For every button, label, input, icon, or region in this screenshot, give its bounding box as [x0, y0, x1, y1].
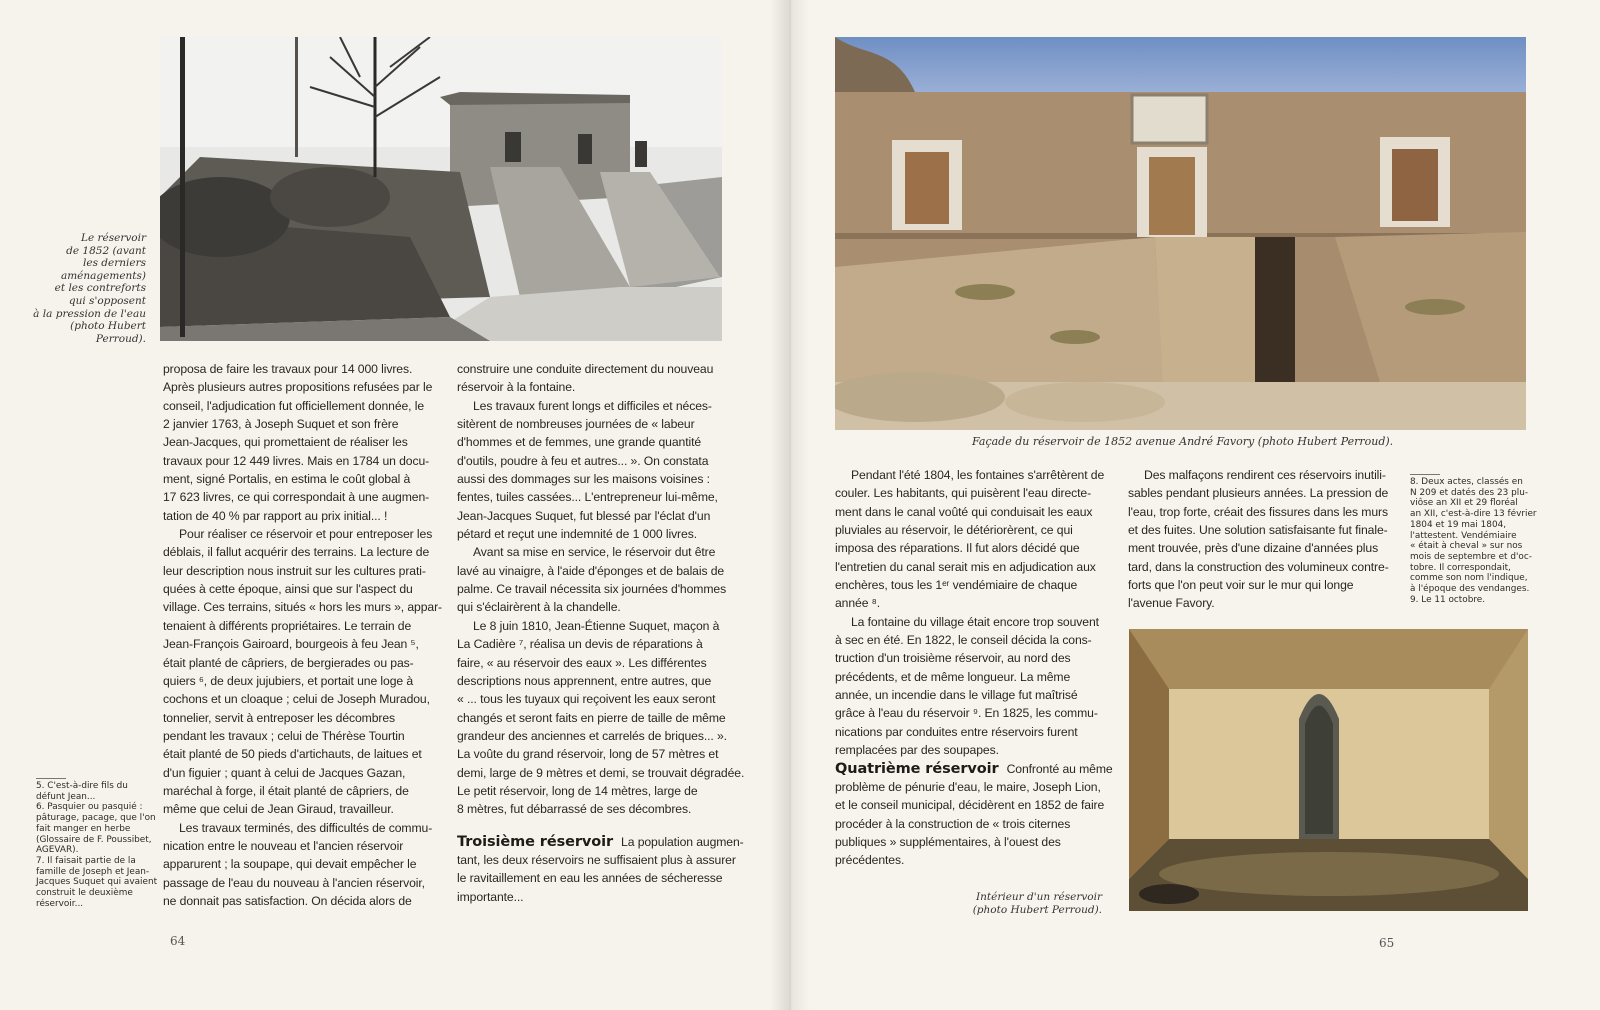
left-col2-line: « ... tous les tuyaux qui reçoivent les eaux seront [457, 692, 716, 707]
right-col1-line: publiques » supplémentaires, à l'ouest des [835, 834, 1061, 849]
left-text-column-2 [457, 360, 745, 906]
left-col2-line: fentes, tuiles cassées... L'entrepreneur lui-même, [457, 490, 718, 505]
footnote-line: mois de septembre et d'oc- [1410, 551, 1532, 562]
right-col1-line: année, un incendie dans le village fut maîtrisé [835, 688, 1078, 703]
footnotes-left [36, 778, 158, 909]
facade-photo-caption: Façade du réservoir de 1852 avenue André Favory (photo Hubert Perroud). [972, 435, 1394, 448]
left-col2-line [457, 833, 744, 851]
reservoir-facade-photo [835, 37, 1526, 430]
section-heading-text: Confronté au même [1006, 761, 1113, 776]
footnote-line: 9. Le 11 octobre. [1410, 594, 1486, 605]
left-col2-line: tant, les deux réservoirs ne suffisaient plus à assurer [457, 852, 736, 867]
right-col2-line: tard, dans la construction des volumineux contre- [1128, 559, 1389, 574]
left-col2-line: changés et seront faits en pierre de taille de même [457, 710, 726, 725]
left-col2-line: qui s'éclairèrent à la chandelle. [457, 600, 621, 615]
right-col1-line: imposa des réparations. Il fut alors décidé que [835, 541, 1080, 556]
left-col2-line: sitèrent de nombreuses journées de « labeur [457, 417, 695, 432]
section-heading-text: La population augmen- [621, 834, 744, 849]
left-col1-line: conseil, l'adjudication fut officiellement donnée, le [163, 398, 425, 413]
footnote-line: tobre. Il correspondait, [1410, 562, 1511, 573]
footnote-line: 5. C'est-à-dire fils du [36, 781, 128, 791]
footnote-line: construit le deuxième [36, 888, 133, 899]
left-col2-line: construire une conduite directement du nouveau [457, 362, 714, 376]
footnote-line: famille de Joseph et Jean- [36, 866, 150, 877]
right-text-column-1 [835, 466, 1113, 870]
left-col1-line: passage de l'eau du nouveau à l'ancien réservoir, [163, 875, 425, 890]
left-col1-line: apparurent ; la soupape, qui devait empêcher le [163, 857, 417, 872]
left-col2-line: aussi des dommages sur les maisons voisines : [457, 472, 710, 487]
left-col2-line: Jean-Jacques Suquet, fut blessé par l'éclat d'un [457, 508, 711, 523]
right-col1-line: année ⁸. [835, 596, 881, 611]
footnote-rule [36, 778, 66, 779]
left-col1-line: tonnelier, servit à entreposer les décombres [163, 710, 396, 725]
left-col1-line: 17 623 livres, ce qui correspondait à une augmen- [163, 490, 430, 505]
left-col2-line: d'hommes et de femmes, une grande quantité [457, 435, 702, 450]
right-col2-line: l'eau, trop forte, créait des fissures dans les murs [1128, 504, 1388, 519]
right-col1-line: La fontaine du village était encore trop souvent [851, 614, 1099, 629]
interior-photo-caption: Intérieur d'un réservoir (photo Hubert Perroud). [972, 891, 1102, 916]
footnote-line: « était à cheval » sur nos [1410, 541, 1523, 552]
left-col2-line: réservoir à la fontaine. [457, 380, 576, 395]
left-col1-line: Pour réaliser ce réservoir et pour entreposer les [179, 527, 433, 542]
left-col2-line: pétard et reçut une indemnité de 1 000 livres. [457, 527, 697, 542]
left-col2-line: descriptions nous apprennent, entre autres, que [457, 673, 712, 688]
left-col2-line: La Cadière ⁷, réalisa un devis de réparations à [457, 637, 703, 652]
right-col1-line: remplacées par des soupapes. [835, 743, 999, 758]
right-col1-line: précédentes. [835, 853, 905, 868]
page-number-left: 64 [170, 934, 186, 948]
footnote-line: N 209 et datés des 23 plu- [1410, 487, 1529, 498]
footnote-line: viôse an XII et 29 floréal [1410, 498, 1518, 509]
paragraph-gap [457, 819, 729, 833]
right-col1-line: truction d'un troisième réservoir, au nord des [835, 651, 1071, 666]
section-heading: Troisième réservoir [457, 833, 614, 850]
left-col1-line: quiers ⁶, de deux jujubiers, et portait une loge à [163, 673, 414, 688]
left-col1-line: maréchal à forge, il était planté de câpriers, de [163, 783, 409, 798]
footnote-line: an XII, c'est-à-dire 13 février [1410, 509, 1537, 520]
right-col1-line: enchères, tous les 1ᵉʳ vendémiaire de chaque [835, 578, 1078, 593]
right-col1-line: grâce à l'eau du réservoir ⁹. En 1825, les commu- [835, 706, 1098, 721]
left-col2-line: La voûte du grand réservoir, long de 57 mètres et [457, 747, 719, 762]
left-col2-line: importante... [457, 889, 524, 904]
left-col1-line: Jean-Jacques, qui promettaient de réaliser les [163, 435, 408, 450]
left-col1-line: 2 janvier 1763, à Joseph Suquet et son frère [163, 417, 399, 432]
left-col2-line: le ravitaillement en eau les années de sécheresse [457, 871, 723, 886]
right-col2-line: et des fuites. Une solution satisfaisante fut finale- [1128, 523, 1388, 538]
left-col2-line: d'outils, poudre à feu et autres... ». On constata [457, 453, 709, 468]
left-col1-line: pendant les travaux ; celui de Thérèse Tourtin [163, 728, 405, 743]
section-heading: Quatrième réservoir [835, 760, 999, 777]
left-col1-line: tation de 40 % par rapport au prix initial... ! [163, 508, 388, 523]
footnote-line: comme son nom l'indique, [1410, 573, 1528, 584]
footnote-line: 7. Il faisait partie de la [36, 855, 136, 866]
footnotes-right [1410, 474, 1537, 605]
left-col1-line: proposa de faire les travaux pour 14 000 livres. [163, 362, 413, 376]
left-col1-line: était planté de câpriers, de bergierades ou pas- [163, 655, 414, 670]
right-col1-line: l'entretien du canal serait mis en adjudication aux [835, 559, 1096, 574]
photo-caption-left: Le réservoir de 1852 (avant les derniers aménagements) et les contreforts qui s'opposent à la pression de l'eau (photo Hubert Perroud). [33, 232, 146, 345]
left-col2-line: demi, large de 9 mètres et demi, se trouvait dégradée. [457, 765, 745, 780]
reservoir-interior-photo [1129, 629, 1528, 911]
left-col1-line: ment, signé Portalis, en estima le coût global à [163, 472, 411, 487]
left-col1-line: Les travaux terminés, des difficultés de commu- [179, 820, 433, 835]
reservoir-bw-photo [160, 37, 722, 341]
left-col1-line: cochons et un cloaque ; celui de Joseph Muradou, [163, 692, 430, 707]
footnote-line: 8. Deux actes, classés en [1410, 477, 1523, 487]
right-text-column-2 [1128, 466, 1394, 613]
right-col2-line: l'avenue Favory. [1128, 596, 1215, 611]
footnote-line: 6. Pasquier ou pasquié : [36, 802, 143, 813]
footnote-line: réservoir... [36, 898, 84, 909]
footnote-line: à l'époque des vendanges. [1410, 584, 1530, 595]
left-col1-line: travaux pour 12 449 livres. Mais en 1784 un docu- [163, 453, 430, 468]
left-col1-line: leur description nous instruit sur les cultures prati- [163, 563, 426, 578]
right-col1-line: à sec en été. En 1822, le conseil décida la cons- [835, 633, 1092, 648]
left-text-column-1 [163, 360, 442, 910]
left-col1-line: même que celui de Jean Giraud, travailleur. [163, 802, 394, 817]
right-col1-line: couler. Les habitants, qui puisèrent l'eau directe- [835, 486, 1092, 501]
left-page [0, 0, 790, 1010]
left-col2-line: palme. Ce travail nécessita six journées d'hommes [457, 582, 727, 597]
right-col1-line: problème de pénurie d'eau, le maire, Joseph Lion, [835, 779, 1101, 794]
left-col1-line: Après plusieurs autres propositions refusées par le [163, 380, 433, 395]
footnote-line: Jacques Suquet qui avaient [36, 877, 158, 888]
left-col2-line: Le 8 juin 1810, Jean-Étienne Suquet, maçon à [473, 618, 720, 633]
footnote-line: AGEVAR). [36, 845, 79, 856]
left-col2-line: lavé au vinaigre, à l'aide d'éponges et de balais de [457, 563, 725, 578]
footnote-line: 1804 et 19 mai 1804, [1410, 519, 1507, 530]
left-col2-line: Le petit réservoir, long de 14 mètres, large de [457, 783, 698, 798]
right-col2-line: forts que l'on peut voir sur le mur qui longe [1128, 578, 1354, 593]
left-col1-line: quées à cette époque, ainsi que sur l'aspect du [163, 582, 413, 597]
right-col1-line: procéder à la construction de « trois citernes [835, 816, 1071, 831]
right-col2-line: ment trouvée, près d'une dizaine d'années plus [1128, 541, 1379, 556]
right-col2-line: Des malfaçons rendirent ces réservoirs inutili- [1144, 468, 1386, 482]
left-col2-line: faire, « au réservoir des eaux ». Les différentes [457, 655, 707, 670]
page-number-right: 65 [1379, 936, 1395, 950]
left-col1-line: était planté de 50 pieds d'artichauts, de laitues et [163, 747, 422, 762]
left-col2-line: Avant sa mise en service, le réservoir dut être [473, 545, 716, 560]
left-col2-line: Les travaux furent longs et difficiles et néces- [473, 398, 712, 413]
right-col1-line: ment dans le canal voûté qui conduisait les eaux [835, 504, 1093, 519]
book-gutter [770, 0, 810, 1010]
right-col1-line: nications par conduites entre réservoirs furent [835, 724, 1078, 739]
left-col1-line: nication entre le nouveau et l'ancien réservoir [163, 838, 404, 853]
left-col2-line: grandeur des anciennes et carrelés de briques... ». [457, 728, 727, 743]
right-col1-line [835, 760, 1113, 778]
footnote-line: (Glossaire de F. Poussibet, [36, 834, 152, 845]
right-col1-line: et le conseil municipal, décidèrent en 1852 de faire [835, 798, 1105, 813]
right-page [790, 0, 1600, 1010]
left-col1-line: d'un figuier ; quant à celui de Jacques Gazan, [163, 765, 406, 780]
footnote-rule [1410, 474, 1440, 475]
footnote-line: fait manger en herbe [36, 823, 131, 834]
left-col1-line: Jean-François Gairoard, bourgeois à feu Jean ⁵, [163, 637, 419, 652]
footnote-line: pâturage, pacage, que l'on [36, 813, 156, 824]
right-col1-line: Pendant l'été 1804, les fontaines s'arrêtèrent de [851, 468, 1105, 482]
left-col2-line: 8 mètres, fut débarrassé de ses décombres. [457, 802, 692, 817]
left-col1-line: village. Ces terrains, situés « hors les murs », appar- [163, 600, 442, 615]
right-col1-line: pluviales au réservoir, le détériorèrent, ce qui [835, 523, 1073, 538]
right-col2-line: sables pendant plusieurs années. La pression de [1128, 486, 1389, 501]
right-col1-line: précédents, et de même longueur. La même [835, 669, 1071, 684]
left-col1-line: tenaient à différents propriétaires. Le terrain de [163, 618, 412, 633]
footnote-line: l'attestent. Vendémiaire [1410, 530, 1517, 541]
footnote-line: défunt Jean... [36, 791, 96, 802]
left-col1-line: déblais, il fallut acquérir des terrains. La lecture de [163, 545, 430, 560]
left-col1-line: ne donnait pas satisfaction. On décida alors de [163, 893, 412, 908]
